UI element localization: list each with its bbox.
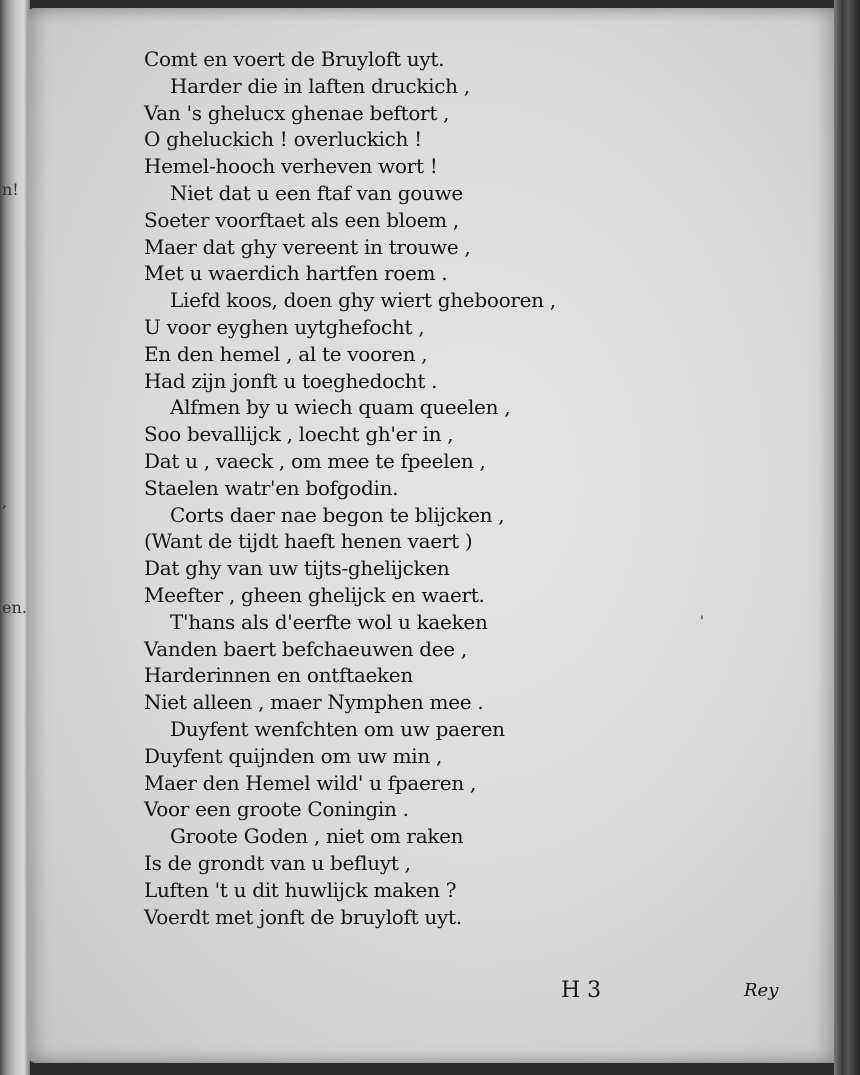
- ink-speck: ': [700, 614, 704, 630]
- page-stack-edge: [834, 0, 860, 1075]
- previous-page-fragment: en.: [2, 598, 27, 617]
- poem-line: Duyfent quijnden om uw min ,: [144, 743, 443, 768]
- poem-line: Liefd koos, doen ghy wiert ghebooren ,: [170, 288, 556, 313]
- poem-line: (Want de tijdt haeft henen vaert ): [144, 529, 473, 554]
- poem-line: T'hans als d'eerfte wol u kaeken: [170, 609, 488, 634]
- book-page: [28, 8, 840, 1063]
- poem-line: Comt en voert de Bruyloft uyt.: [144, 47, 445, 71]
- catchword: Rey: [744, 980, 779, 1001]
- poem-line: Voor een groote Coningin .: [144, 797, 409, 822]
- previous-page-fragment: ,: [2, 492, 8, 511]
- poem-line: En den hemel , al te vooren ,: [144, 341, 428, 366]
- poem-line: Hemel-hooch verheven wort !: [144, 154, 438, 179]
- poem-line: U voor eyghen uytghefocht ,: [144, 314, 425, 339]
- poem-line: Dat ghy van uw tijts-ghelijcken: [144, 556, 450, 581]
- poem-line: Staelen watr'en bofgodin.: [144, 475, 399, 500]
- poem-line: Soo bevallijck , loecht gh'er in ,: [144, 422, 454, 447]
- poem-line: Maer den Hemel wild' u fpaeren ,: [144, 770, 477, 795]
- poem-line: O gheluckich ! overluckich !: [144, 127, 422, 152]
- poem-line: Is de grondt van u befluyt ,: [144, 850, 411, 875]
- poem-line: Van 's ghelucx ghenae beftort ,: [144, 100, 450, 125]
- poem-line: Had zijn jonft u toeghedocht .: [144, 368, 438, 393]
- signature-mark: H 3: [561, 978, 602, 1003]
- poem-line: Duyfent wenfchten om uw paeren: [170, 716, 505, 741]
- poem-line: Groote Goden , niet om raken: [170, 824, 464, 849]
- poem-line: Met u waerdich hartfen roem .: [144, 261, 448, 286]
- poem-line: Voerdt met jonft de bruyloft uyt.: [144, 904, 462, 929]
- poem-line: Vanden baert befchaeuwen dee ,: [144, 636, 467, 661]
- poem-line: Niet alleen , maer Nymphen mee .: [144, 690, 484, 715]
- poem-line: Luften 't u dit huwlijck maken ?: [144, 877, 457, 902]
- poem-line: Niet dat u een ftaf van gouwe: [170, 180, 463, 205]
- poem-line: Dat u , vaeck , om mee te fpeelen ,: [144, 448, 486, 473]
- poem-line: Alfmen by u wiech quam queelen ,: [170, 395, 511, 420]
- poem-line: Meefter , gheen ghelijck en waert.: [144, 582, 485, 607]
- previous-page-fragment: n!: [2, 180, 19, 199]
- poem-line: Soeter voorftaet als een bloem ,: [144, 207, 459, 232]
- previous-page-edge: [0, 0, 30, 1075]
- poem-line: Harderinnen en ontftaeken: [144, 663, 413, 688]
- poem-line: Harder die in laften druckich ,: [170, 73, 470, 98]
- poem-line: Corts daer nae begon te blijcken ,: [170, 502, 505, 527]
- poem-line: Maer dat ghy vereent in trouwe ,: [144, 234, 471, 259]
- poem-text: [144, 46, 556, 930]
